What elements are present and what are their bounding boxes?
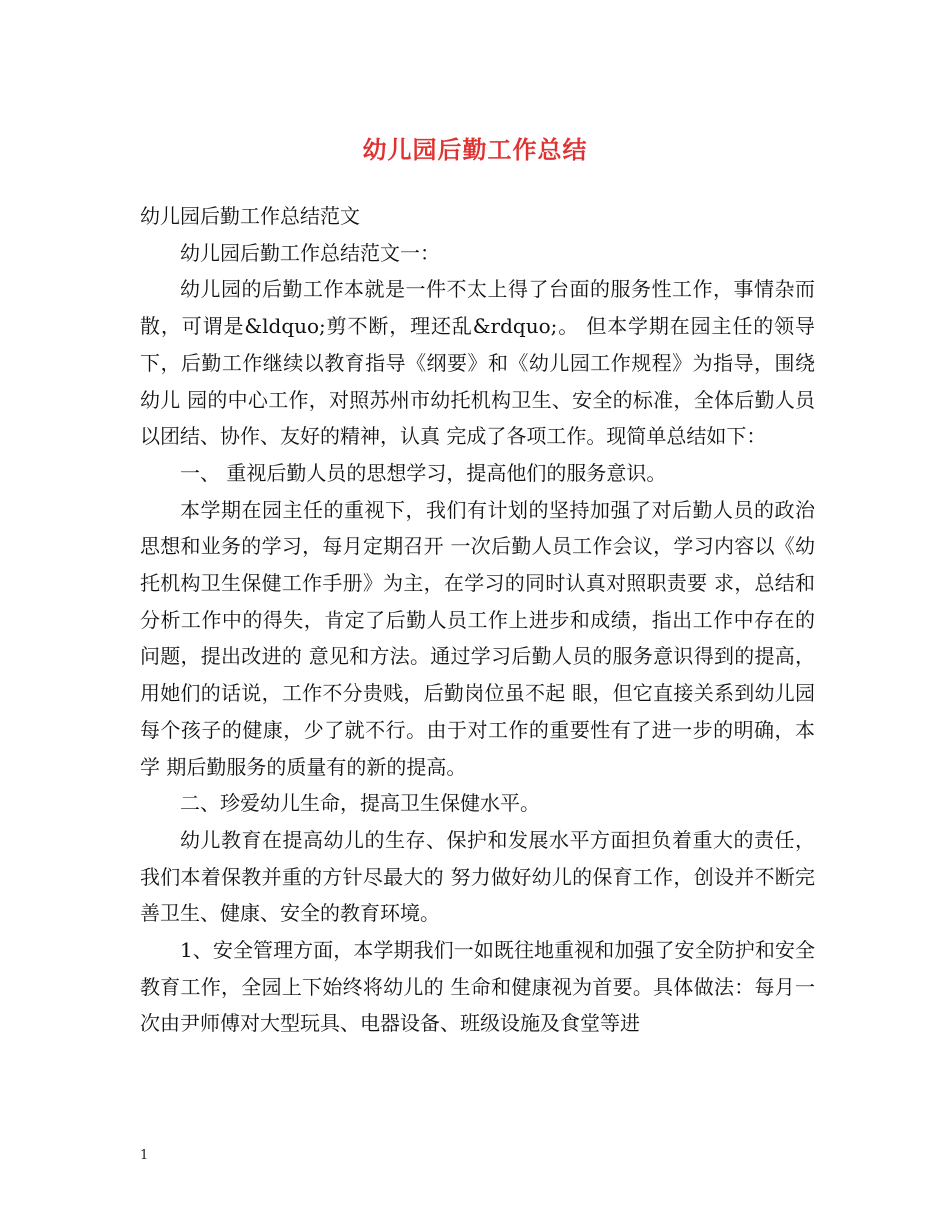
paragraph-section-2: 幼儿教育在提高幼儿的生存、保护和发展水平方面担负着重大的责任，我们本着保教并重的方针尽最大的 努力做好幼儿的保育工作，创设并不断完善卫生、健康、安全的教育环境。 <box>140 827 815 926</box>
document-title: 幼儿园后勤工作总结 <box>362 136 588 164</box>
section-heading-2: 二、珍爱幼儿生命，提高卫生保健水平。 <box>180 791 540 816</box>
document-body <box>140 198 815 1042</box>
paragraph-safety-management: 1、安全管理方面，本学期我们一如既往地重视和加强了安全防护和安全教育工作，全园上下始终将幼儿的 生命和健康视为首要。具体做法：每月一次由尹师傅对大型玩具、电器设备、班级设施及食堂等进 <box>140 938 815 1036</box>
page-number: 1 <box>140 1148 149 1163</box>
document-subtitle: 幼儿园后勤工作总结范文 <box>140 204 360 228</box>
paragraph-intro: 幼儿园的后勤工作本就是一件不太上得了台面的服务性工作，事情杂而散，可谓是&ldquo;剪不断，理还乱&rdquo;。 但本学期在园主任的领导下，后勤工作继续以教育指导《纲要》和《幼儿园工作规程》为指导，围绕幼儿 园的中心工作，对照苏州市幼托机构卫生、安全的标准，全体后勤人员以团结、协作、友好的精神，认真 完成了各项工作。现简单总结如下： <box>140 277 815 449</box>
paragraph-intro-heading: 幼儿园后勤工作总结范文一： <box>180 240 440 265</box>
paragraph-section-1: 本学期在园主任的重视下，我们有计划的坚持加强了对后勤人员的政治思想和业务的学习，每月定期召开 一次后勤人员工作会议，学习内容以《幼托机构卫生保健工作手册》为主，在学习的同时认真对照职责要 求，总结和分析工作中的得失，肯定了后勤人员工作上进步和成绩，指出工作中存在的问题，提出改进的 意见和方法。通过学习后勤人员的服务意识得到的提高，用她们的话说，工作不分贵贱，后勤岗位虽不起 眼，但它直接关系到幼儿园每个孩子的健康，少了就不行。由于对工作的重要性有了进一步的明确，本学 期后勤服务的质量有的新的提高。 <box>140 497 815 779</box>
section-heading-1: 一、 重视后勤人员的思想学习，提高他们的服务意识。 <box>180 460 667 485</box>
